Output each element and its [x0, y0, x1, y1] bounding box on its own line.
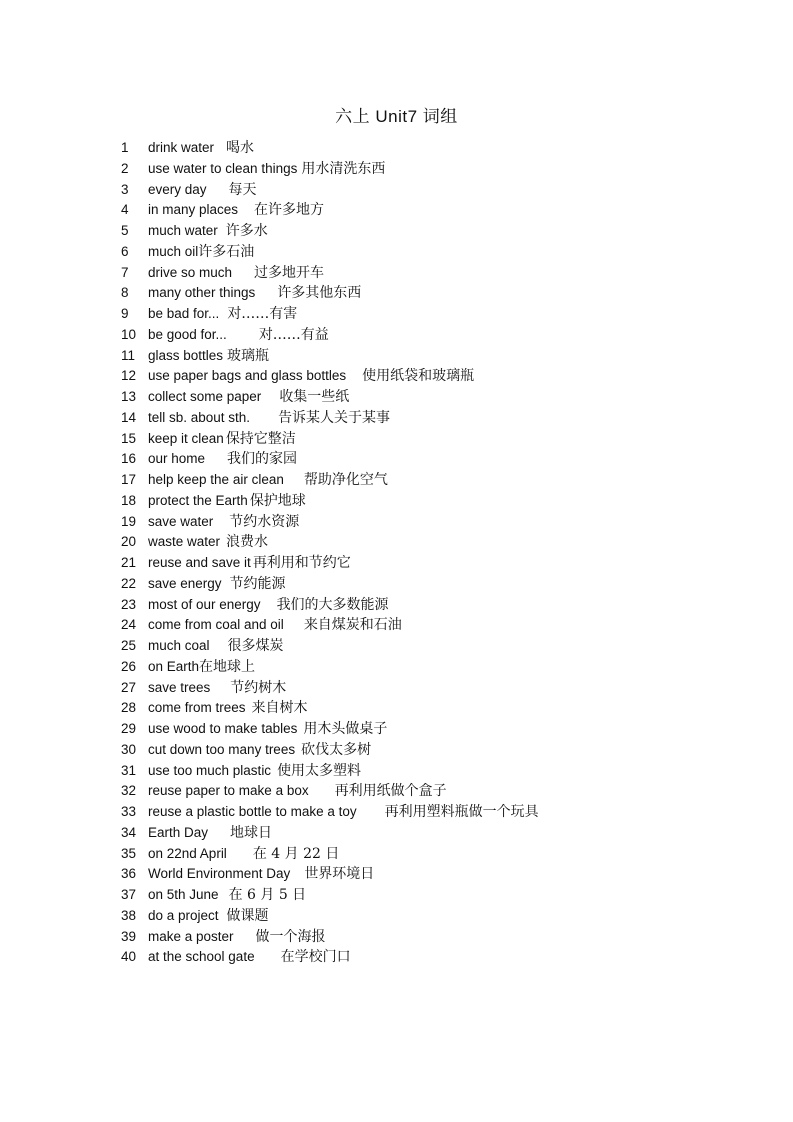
phrase-entry — [148, 595, 389, 616]
item-number: 3 — [121, 181, 129, 197]
chinese-translation: 收集一些纸 — [279, 389, 350, 405]
phrase-list — [0, 138, 793, 968]
item-number: 23 — [121, 596, 137, 612]
chinese-translation: 在 6 月 5 日 — [228, 887, 307, 903]
chinese-translation: 节约水资源 — [229, 513, 300, 530]
list-item — [0, 906, 793, 927]
list-item — [0, 138, 793, 159]
list-item — [0, 781, 793, 802]
item-number: 30 — [121, 741, 137, 757]
item-number: 15 — [121, 430, 137, 446]
item-number: 8 — [121, 285, 129, 301]
list-item — [0, 927, 793, 948]
chinese-translation: 来自煤炭和石油 — [303, 617, 402, 634]
list-item — [0, 242, 793, 263]
phrase-entry — [148, 449, 297, 470]
chinese-translation: 对……有益 — [258, 326, 329, 343]
phrase-entry — [148, 844, 339, 865]
phrase-entry — [148, 138, 254, 159]
phrase-entry — [148, 636, 284, 657]
chinese-translation: 地球日 — [230, 824, 273, 841]
list-item — [0, 574, 793, 595]
english-phrase: save energy — [148, 575, 222, 591]
chinese-translation: 使用太多塑料 — [277, 762, 362, 779]
list-item — [0, 678, 793, 699]
item-number: 2 — [121, 160, 129, 176]
list-item — [0, 761, 793, 782]
list-item — [0, 698, 793, 719]
item-number: 10 — [121, 326, 137, 342]
english-phrase: come from coal and oil — [148, 617, 284, 633]
item-number: 9 — [121, 306, 129, 321]
phrase-entry — [148, 678, 286, 699]
item-number: 31 — [121, 762, 137, 778]
item-number: 7 — [121, 264, 129, 280]
item-number: 11 — [121, 347, 136, 363]
english-phrase: do a project — [148, 907, 219, 923]
english-phrase: be good for... — [148, 326, 227, 342]
list-item — [0, 200, 793, 221]
phrase-entry — [148, 823, 272, 844]
english-phrase: most of our energy — [148, 596, 261, 612]
list-item — [0, 283, 793, 304]
chinese-translation: 很多煤炭 — [227, 638, 284, 654]
english-phrase: keep it clean — [148, 430, 224, 446]
english-phrase: reuse and save it — [148, 555, 251, 570]
english-phrase: save water — [148, 513, 214, 529]
phrase-entry — [148, 574, 286, 595]
chinese-translation: 我们的家园 — [227, 451, 298, 468]
item-number: 22 — [121, 575, 137, 591]
chinese-translation: 来自树木 — [251, 700, 308, 717]
english-phrase: use too much plastic — [148, 762, 272, 778]
english-phrase: every day — [148, 181, 207, 197]
item-number: 34 — [121, 824, 137, 840]
phrase-entry — [148, 761, 361, 782]
list-item — [0, 491, 793, 512]
english-phrase: make a poster — [148, 928, 234, 944]
phrase-entry — [148, 615, 402, 636]
english-phrase: on Earth — [148, 658, 200, 674]
list-item — [0, 408, 793, 429]
phrase-entry — [148, 864, 374, 885]
item-number: 13 — [121, 389, 137, 404]
chinese-translation: 砍伐太多树 — [301, 741, 372, 758]
chinese-translation: 保护地球 — [249, 492, 306, 509]
english-phrase: much oil — [148, 243, 199, 259]
list-item — [0, 346, 793, 367]
item-number: 12 — [121, 368, 137, 384]
item-number: 39 — [121, 928, 137, 944]
list-item — [0, 740, 793, 761]
chinese-translation: 在 4 月 22 日 — [252, 845, 340, 862]
phrase-entry — [148, 366, 474, 387]
english-phrase: on 22nd April — [148, 845, 227, 861]
phrase-entry — [148, 408, 390, 429]
chinese-translation: 许多水 — [225, 223, 268, 239]
chinese-translation: 喝水 — [226, 140, 255, 156]
phrase-entry — [148, 719, 387, 740]
english-phrase: our home — [148, 451, 206, 467]
item-number: 25 — [121, 638, 137, 653]
english-phrase: cut down too many trees — [148, 741, 296, 757]
item-number: 36 — [121, 866, 137, 882]
english-phrase: save trees — [148, 679, 211, 695]
item-number: 1 — [121, 140, 129, 155]
english-phrase: drink water — [148, 140, 215, 155]
list-item — [0, 387, 793, 408]
phrase-entry — [148, 553, 351, 574]
phrase-entry — [148, 283, 361, 304]
item-number: 27 — [121, 679, 137, 695]
list-item — [0, 657, 793, 678]
list-item — [0, 325, 793, 346]
list-item — [0, 864, 793, 885]
chinese-translation: 每天 — [228, 181, 257, 198]
english-phrase: at the school gate — [148, 949, 255, 965]
chinese-translation: 再利用纸做个盒子 — [334, 783, 447, 800]
chinese-translation: 使用纸袋和玻璃瓶 — [362, 368, 475, 385]
item-number: 26 — [121, 658, 137, 674]
phrase-entry — [148, 512, 299, 533]
item-number: 14 — [121, 409, 137, 425]
list-item — [0, 429, 793, 450]
english-phrase: collect some paper — [148, 389, 262, 404]
item-number: 5 — [121, 223, 129, 238]
list-item — [0, 263, 793, 284]
list-item — [0, 802, 793, 823]
english-phrase: reuse paper to make a box — [148, 783, 309, 799]
list-item — [0, 470, 793, 491]
item-number: 16 — [121, 451, 137, 467]
phrase-entry — [148, 885, 306, 906]
list-item — [0, 615, 793, 636]
english-phrase: glass bottles — [148, 347, 224, 363]
phrase-entry — [148, 429, 296, 450]
phrase-entry — [148, 927, 326, 948]
phrase-entry — [148, 346, 269, 367]
list-item — [0, 553, 793, 574]
english-phrase: protect the Earth — [148, 492, 248, 508]
english-phrase: help keep the air clean — [148, 472, 284, 487]
item-number: 6 — [121, 243, 129, 259]
chinese-translation: 许多石油 — [198, 243, 255, 260]
list-item — [0, 366, 793, 387]
english-phrase: use paper bags and glass bottles — [148, 368, 347, 384]
phrase-entry — [148, 200, 324, 221]
item-number: 33 — [121, 804, 137, 819]
chinese-translation: 我们的大多数能源 — [276, 596, 389, 613]
english-phrase: much coal — [148, 638, 210, 653]
chinese-translation: 对……有害 — [227, 306, 298, 322]
chinese-translation: 过多地开车 — [254, 264, 325, 281]
english-phrase: Earth Day — [148, 824, 209, 840]
phrase-entry — [148, 221, 268, 242]
english-phrase: in many places — [148, 202, 239, 218]
list-item — [0, 304, 793, 325]
english-phrase: tell sb. about sth. — [148, 409, 251, 425]
phrase-entry — [148, 263, 324, 284]
list-item — [0, 947, 793, 968]
item-number: 38 — [121, 907, 137, 923]
chinese-translation: 许多其他东西 — [277, 285, 362, 302]
list-item — [0, 159, 793, 180]
item-number: 24 — [121, 617, 137, 633]
list-item — [0, 844, 793, 865]
chinese-translation: 浪费水 — [226, 534, 269, 551]
phrase-entry — [148, 947, 351, 968]
item-number: 4 — [121, 202, 129, 218]
phrase-entry — [148, 387, 349, 408]
phrase-entry — [148, 532, 268, 553]
english-phrase: come from trees — [148, 700, 246, 716]
phrase-entry — [148, 491, 306, 512]
list-item — [0, 532, 793, 553]
english-phrase: drive so much — [148, 264, 233, 280]
list-item — [0, 636, 793, 657]
list-item — [0, 180, 793, 201]
chinese-translation: 玻璃瓶 — [227, 347, 270, 364]
english-phrase: use water to clean things — [148, 160, 298, 176]
english-phrase: on 5th June — [148, 887, 219, 902]
phrase-entry — [148, 802, 539, 823]
item-number: 17 — [121, 472, 137, 487]
item-number: 19 — [121, 513, 137, 529]
phrase-entry — [148, 159, 385, 180]
list-item — [0, 719, 793, 740]
item-number: 29 — [121, 721, 137, 736]
phrase-entry — [148, 304, 297, 325]
item-number: 21 — [121, 555, 137, 570]
item-number: 32 — [121, 783, 137, 799]
chinese-translation: 用木头做桌子 — [303, 721, 388, 737]
list-item — [0, 823, 793, 844]
phrase-entry — [148, 657, 255, 678]
item-number: 20 — [121, 534, 137, 550]
english-phrase: World Environment Day — [148, 866, 291, 882]
chinese-translation: 做一个海报 — [255, 928, 326, 945]
item-number: 37 — [121, 887, 137, 902]
list-item — [0, 449, 793, 470]
english-phrase: reuse a plastic bottle to make a toy — [148, 804, 357, 819]
english-phrase: much water — [148, 223, 218, 238]
chinese-translation: 节约树木 — [230, 679, 287, 696]
english-phrase: many other things — [148, 285, 256, 301]
chinese-translation: 世界环境日 — [304, 866, 375, 883]
list-item — [0, 885, 793, 906]
phrase-entry — [148, 906, 269, 927]
item-number: 35 — [121, 845, 137, 861]
list-item — [0, 221, 793, 242]
chinese-translation: 帮助净化空气 — [303, 472, 388, 488]
page-title: 六上 Unit7 词组 — [335, 107, 458, 126]
phrase-entry — [148, 470, 388, 491]
phrase-entry — [148, 740, 371, 761]
item-number: 18 — [121, 492, 137, 508]
chinese-translation: 在学校门口 — [280, 949, 351, 966]
phrase-entry — [148, 180, 257, 201]
phrase-entry — [148, 325, 329, 346]
phrase-entry — [148, 698, 308, 719]
english-phrase: be bad for... — [148, 306, 220, 321]
list-item — [0, 512, 793, 533]
chinese-translation: 保持它整洁 — [225, 430, 296, 447]
chinese-translation: 节约能源 — [229, 575, 286, 592]
chinese-translation: 在许多地方 — [254, 202, 325, 219]
chinese-translation: 做课题 — [226, 907, 269, 924]
chinese-translation: 在地球上 — [199, 658, 256, 675]
list-item — [0, 595, 793, 616]
item-number: 40 — [121, 949, 137, 965]
chinese-translation: 再利用和节约它 — [252, 555, 351, 571]
chinese-translation: 再利用塑料瓶做一个玩具 — [384, 804, 539, 820]
english-phrase: use wood to make tables — [148, 721, 298, 736]
english-phrase: waste water — [148, 534, 221, 550]
chinese-translation: 告诉某人关于某事 — [278, 409, 391, 426]
phrase-entry — [148, 781, 447, 802]
chinese-translation: 用水清洗东西 — [301, 160, 386, 177]
item-number: 28 — [121, 700, 137, 716]
phrase-entry — [148, 242, 254, 263]
